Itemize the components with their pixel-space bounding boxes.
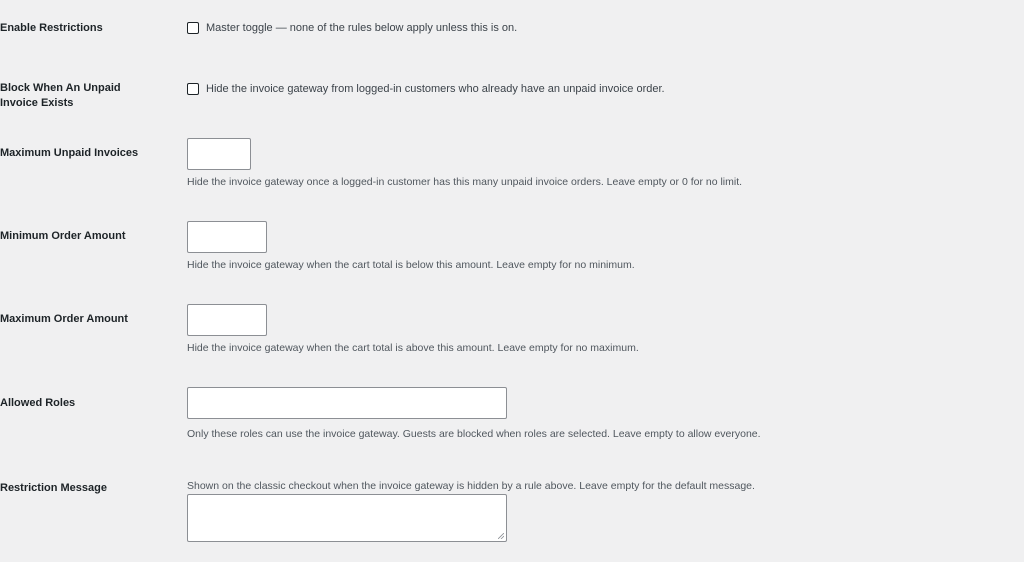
block-unpaid-checkbox[interactable] [187,83,199,95]
resize-grip-icon[interactable] [498,533,504,539]
restriction-message-textarea[interactable] [187,494,507,542]
enable-restrictions-label: Enable Restrictions [0,22,103,34]
allowed-roles-select[interactable] [187,387,507,419]
restriction-message-description: Shown on the classic checkout when the invoice gateway is hidden by a rule above. Leave empty for the default message. [187,480,755,492]
allowed-roles-label: Allowed Roles [0,397,76,409]
max-unpaid-invoices-description: Hide the invoice gateway once a logged-in customer has this many unpaid invoice orders. Leave empty or 0 for no limit. [187,176,743,188]
max-unpaid-invoices-input[interactable] [187,138,251,170]
enable-restrictions-text: Master toggle — none of the rules below apply unless this is on. [206,22,518,34]
max-order-amount-label: Maximum Order Amount [0,313,128,325]
restriction-message-label: Restriction Message [0,482,107,494]
max-order-amount-input[interactable] [187,304,267,336]
block-unpaid-label: Block When An Unpaid Invoice Exists [0,82,121,109]
enable-restrictions-checkbox[interactable] [187,22,199,34]
allowed-roles-description: Only these roles can use the invoice gateway. Guests are blocked when roles are selected. Leave empty to allow everyone. [187,428,761,440]
max-unpaid-invoices-label: Maximum Unpaid Invoices [0,147,139,159]
block-unpaid-text: Hide the invoice gateway from logged-in customers who already have an unpaid invoice order. [206,83,665,95]
min-order-amount-description: Hide the invoice gateway when the cart total is below this amount. Leave empty for no minimum. [187,259,635,271]
max-order-amount-description: Hide the invoice gateway when the cart total is above this amount. Leave empty for no maximum. [187,342,639,354]
min-order-amount-input[interactable] [187,221,267,253]
min-order-amount-label: Minimum Order Amount [0,230,126,242]
